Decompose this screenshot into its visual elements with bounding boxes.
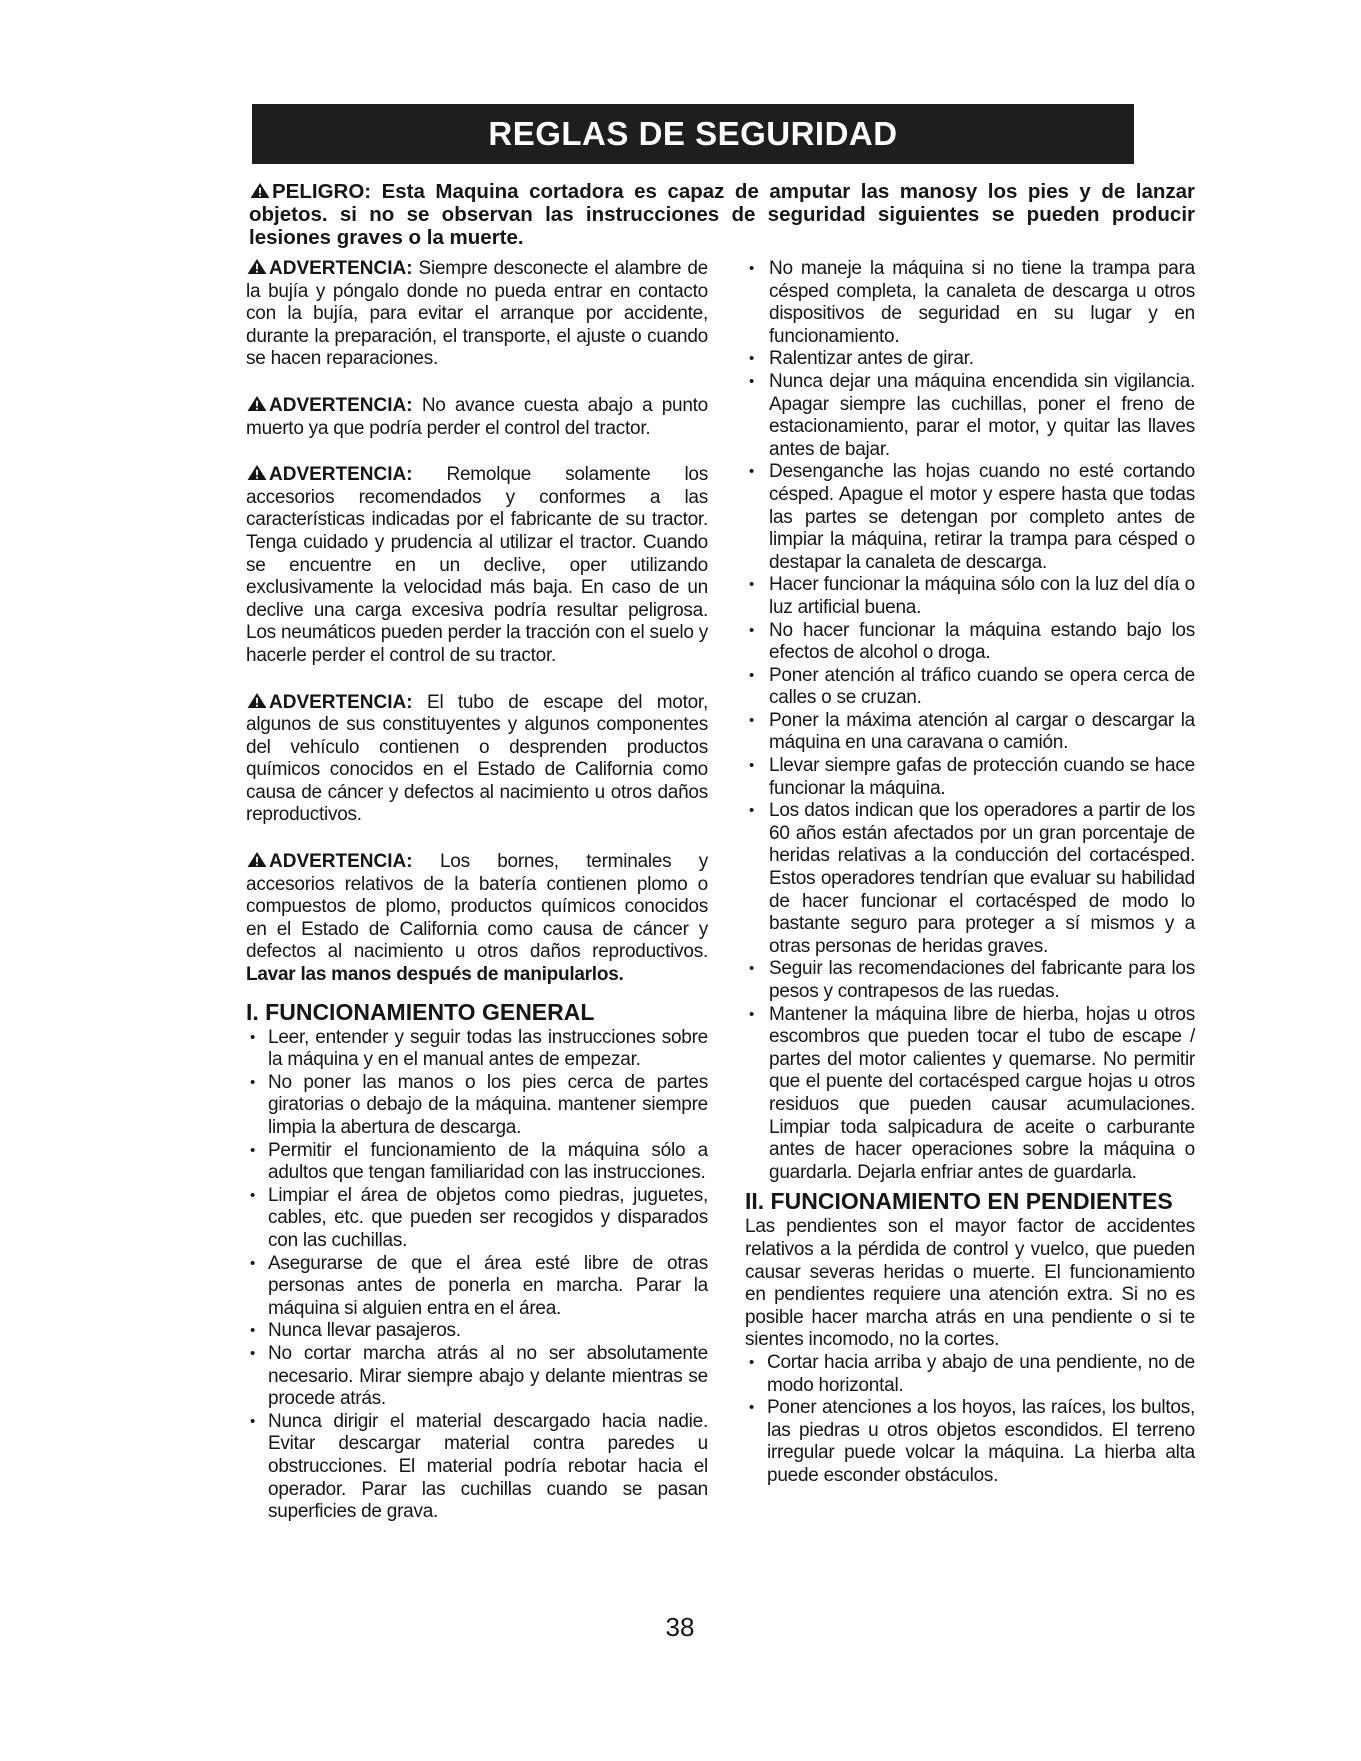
warning-paragraph bbox=[246, 395, 708, 440]
general-operation-list-continued bbox=[745, 258, 1195, 1184]
warning-paragraph bbox=[246, 258, 708, 371]
warning-text: Siempre desconecte el alambre de la bujía y póngalo donde no pueda entrar en contacto con la bujía, para evitar el arranque por accidente, durante la preparación, el transporte, el ajuste o cuando se hacen reparaciones. bbox=[246, 258, 708, 370]
section-heading-general: I. FUNCIONAMIENTO GENERAL bbox=[246, 998, 595, 1025]
warning-paragraph bbox=[246, 692, 708, 828]
list-item: • No hacer funcionar la máquina estando bajo los efectos de alcohol o droga. bbox=[745, 620, 1195, 665]
slopes-intro: Las pendientes son el mayor factor de accidentes relativos a la pérdida de control y vuelco, que pueden causar severas heridas o muerte. El funcionamiento en pendientes requiere una atención extra. Si no es posible hacer marcha atrás en una pendiente o si te sientes incomodo, no la cortes. bbox=[745, 1216, 1195, 1351]
warning-text: El tubo de escape del motor, algunos de sus constituyentes y algunos componentes del vehículo contienen o desprenden productos químicos conocidos en el Estado de California como causa de cáncer y defectos al nacimiento u otros daños reproductivos. bbox=[246, 691, 708, 826]
list-item: • No cortar marcha atrás al no ser absolutamente necesario. Mirar siempre abajo y delante mientras se procede atrás. bbox=[246, 1343, 708, 1411]
list-item: • Ralentizar antes de girar. bbox=[745, 348, 1195, 371]
list-item: • No maneje la máquina si no tiene la trampa para césped completa, la canaleta de descarga u otros dispositivos de seguridad en su lugar y en funcionamiento. bbox=[745, 258, 1195, 348]
list-item: • Limpiar el área de objetos como piedras, juguetes, cables, etc. que pueden ser recogidos y disparados con las cuchillas. bbox=[246, 1185, 708, 1253]
danger-notice bbox=[249, 180, 1195, 249]
list-item: • Asegurarse de que el área esté libre de otras personas antes de ponerla en marcha. Parar la máquina si alguien entra en el área. bbox=[246, 1253, 708, 1321]
warning-bold-instruction: Lavar las manos después de manipularlos. bbox=[246, 964, 624, 986]
page-number: 38 bbox=[665, 1612, 695, 1642]
warning-triangle-icon bbox=[246, 258, 268, 275]
list-item: • Cortar hacia arriba y abajo de una pendiente, no de modo horizontal. bbox=[745, 1352, 1195, 1397]
left-column bbox=[246, 258, 708, 1524]
banner-title: REGLAS DE SEGURIDAD bbox=[488, 115, 898, 152]
list-item: • Seguir las recomendaciones del fabricante para los pesos y contrapesos de las ruedas. bbox=[745, 958, 1195, 1003]
list-item: • Poner la máxima atención al cargar o descargar la máquina en una caravana o camión. bbox=[745, 710, 1195, 755]
list-item: • No poner las manos o los pies cerca de partes giratorias o debajo de la máquina. mantener siempre limpia la abertura de descarga. bbox=[246, 1072, 708, 1140]
list-item: • Desenganche las hojas cuando no esté cortando césped. Apague el motor y espere hasta que todas las partes se detengan por completo antes de limpiar la máquina, retirar la trampa para césped o destapar la canaleta de descarga. bbox=[745, 461, 1195, 574]
danger-label: PELIGRO: bbox=[272, 180, 372, 203]
list-item: • Poner atenciones a los hoyos, las raíces, los bultos, las piedras u otros objetos escondidos. El terreno irregular puede volcar la máquina. La hierba alta puede esconder obstáculos. bbox=[745, 1397, 1195, 1487]
warning-triangle-icon bbox=[246, 464, 268, 481]
warning-label: ADVERTENCIA: bbox=[269, 258, 413, 279]
warning-triangle-icon bbox=[246, 395, 268, 412]
list-item: • Poner atención al tráfico cuando se opera cerca de calles o se cruzan. bbox=[745, 665, 1195, 710]
warning-triangle-icon bbox=[249, 182, 271, 199]
warning-triangle-icon bbox=[246, 692, 268, 709]
warning-label: ADVERTENCIA: bbox=[269, 851, 413, 873]
warning-label: ADVERTENCIA: bbox=[269, 464, 413, 486]
list-item: • Nunca dejar una máquina encendida sin vigilancia. Apagar siempre las cuchillas, poner el freno de estacionamiento, parar el motor, y quitar las llaves antes de bajar. bbox=[745, 371, 1195, 461]
right-column bbox=[745, 258, 1195, 1487]
list-item: • Nunca llevar pasajeros. bbox=[246, 1320, 708, 1343]
warning-paragraph bbox=[246, 464, 708, 667]
list-item: • Leer, entender y seguir todas las instrucciones sobre la máquina y en el manual antes de empezar. bbox=[246, 1027, 708, 1072]
warning-text: Remolque solamente los accesorios recomendados y conformes a las características indicadas por el fabricante de su tractor. Tenga cuidado y prudencia al utilizar el tractor. Cuando se encuentre en un declive, oper utilizando exclusivamente la velocidad más baja. En caso de un declive una carga excesiva podría resultar peligrosa. Los neumáticos pueden perder la tracción con el suelo y hacerle perder el control de su tractor. bbox=[246, 464, 708, 666]
warning-paragraph bbox=[246, 851, 708, 987]
section-banner bbox=[252, 104, 1134, 164]
list-item: • Mantener la máquina libre de hierba, hojas u otros escombros que pueden tocar el tubo de escape / partes del motor calientes y quemarse. No permitir que el puente del cortacésped cargue hojas u otros residuos que pueden causar acumulaciones. Limpiar toda salpicadura de aceite o carburante antes de hacer operaciones sobre la máquina o guardarla. Dejarla enfriar antes de guardarla. bbox=[745, 1004, 1195, 1185]
list-item: • Llevar siempre gafas de protección cuando se hace funcionar la máquina. bbox=[745, 755, 1195, 800]
warning-text: Los bornes, terminales y accesorios relativos de la batería contienen plomo o compuestos de plomo, productos químicos conocidos en el Estado de California como causa de cáncer y defectos al nacimiento u otros daños reproductivos. bbox=[246, 851, 708, 963]
warning-text: No avance cuesta abajo a punto muerto ya que podría perder el control del tractor. bbox=[246, 394, 708, 439]
warning-triangle-icon bbox=[246, 851, 268, 868]
list-item: • Permitir el funcionamiento de la máquina sólo a adultos que tengan familiaridad con las instrucciones. bbox=[246, 1140, 708, 1185]
general-operation-list bbox=[246, 1027, 708, 1524]
warning-label: ADVERTENCIA: bbox=[269, 691, 413, 713]
list-item: • Nunca dirigir el material descargado hacia nadie. Evitar descargar material contra paredes u obstrucciones. El material podría rebotar hacia el operador. Parar las cuchillas cuando se pasan superficies de grava. bbox=[246, 1411, 708, 1524]
warning-label: ADVERTENCIA: bbox=[269, 394, 413, 416]
list-item: • Hacer funcionar la máquina sólo con la luz del día o luz artificial buena. bbox=[745, 574, 1195, 619]
list-item: • Los datos indican que los operadores a partir de los 60 años están afectados por un gran porcentaje de heridas relativas a la conducción del cortacésped. Estos operadores tendrían que evaluar su habilidad de hacer funcionar el cortacésped de modo lo bastante seguro para proteger a sí mismos y a otras personas de heridas graves. bbox=[745, 800, 1195, 958]
danger-text: Esta Maquina cortadora es capaz de amputar las manosy los pies y de lanzar objetos. si no se observan las instrucciones de seguridad siguientes se pueden producir lesiones graves o la muerte. bbox=[249, 180, 1195, 249]
section-heading-slopes: II. FUNCIONAMIENTO EN PENDIENTES bbox=[745, 1188, 1173, 1215]
slopes-list bbox=[745, 1352, 1195, 1488]
